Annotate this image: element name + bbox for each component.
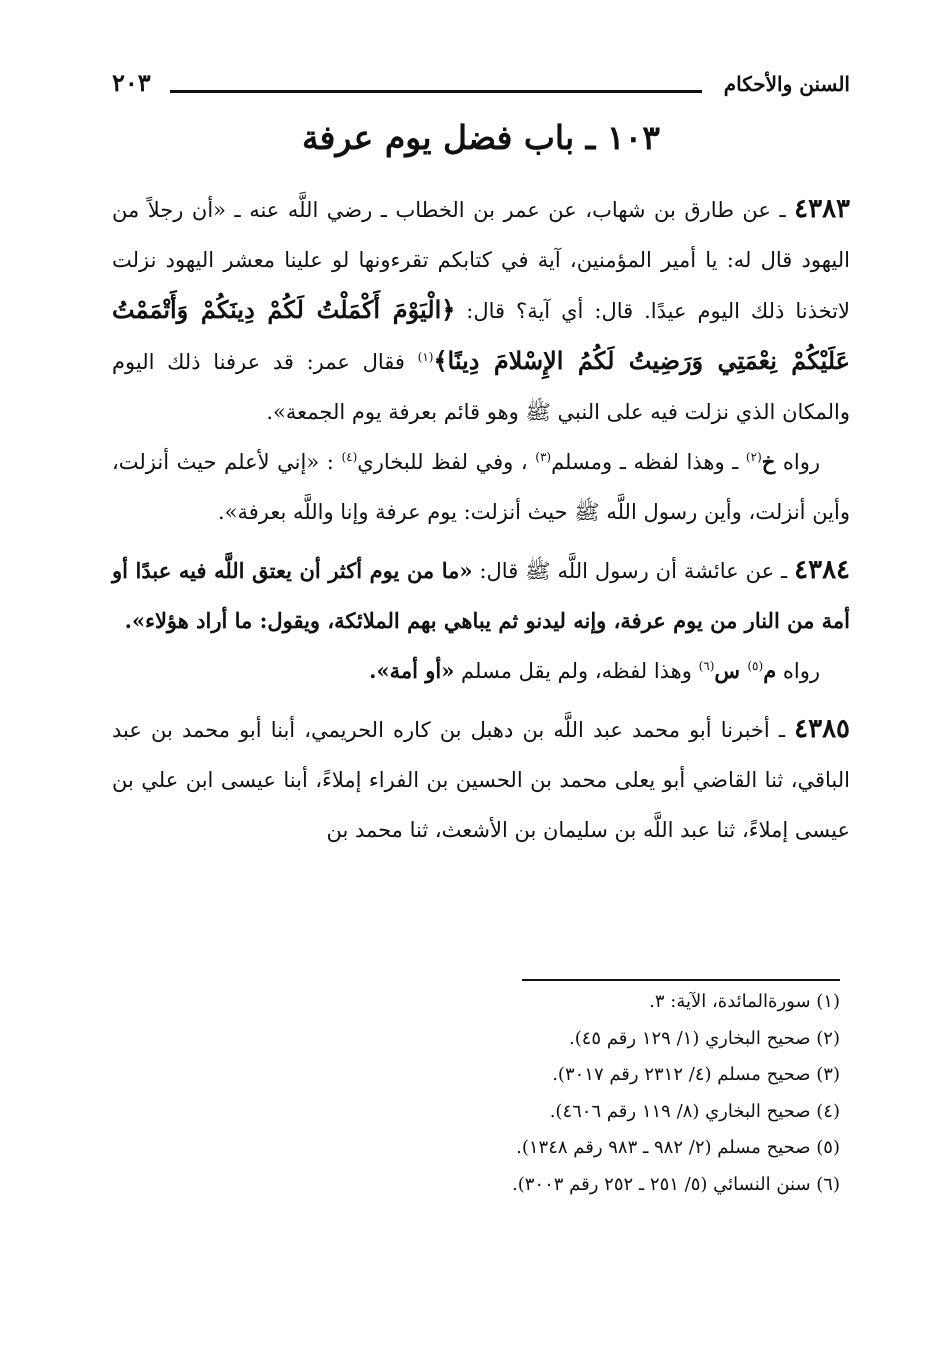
riwaya-quote: «أو أمة». bbox=[369, 658, 455, 683]
hadith-4385 bbox=[112, 704, 850, 855]
riwaya-text: رواه bbox=[776, 659, 820, 683]
hadith-4383-riwaya bbox=[112, 437, 850, 537]
footnote-item: (١) سورةالمائدة، الآية: ٣. bbox=[649, 991, 840, 1012]
hadith-text: ـ أخبرنا أبو محمد عبد اللَّه بن دهبل بن كاره الحريمي، أبنا أبو محمد بن عبد الباقي، ثنا القاضي أبو يعلى محمد بن الحسين بن الفراء إملاءً، أبنا عيسى ابن علي بن عيسى إملاءً، ثنا عبد اللَّه بن سليمان بن الأشعث، ثنا محمد بن bbox=[112, 718, 850, 842]
hadith-text: ـ عن عائشة أن رسول اللَّه ﷺ قال: bbox=[472, 559, 795, 583]
chapter-title: ١٠٣ ـ باب فضل يوم عرفة bbox=[301, 118, 661, 157]
riwaya-text: رواه bbox=[775, 450, 821, 474]
footnote-item: (٥) صحيح مسلم (٢/ ٩٨٢ ـ ٩٨٣ رقم ١٣٤٨). bbox=[516, 1137, 840, 1158]
hadith-4384-riwaya bbox=[112, 646, 850, 696]
hadith-4383 bbox=[112, 184, 850, 437]
quran-verse: ﴿الْيَوْمَ أَكْمَلْتُ لَكُمْ دِينَكُمْ وَأَتْمَمْتُ عَلَيْكُمْ نِعْمَتِي وَرَضِيتُ لَكُمُ الإِسْلامَ دِينًا﴾ bbox=[112, 295, 850, 375]
riwaya-text: : «إني لأعلم حيث أنزلت، وأين أنزلت، وأين رسول اللَّه ﷺ حيث أنزلت: يوم عرفة وإنا واللَّه بعرفة». bbox=[112, 450, 850, 524]
riwaya-text: ، وفي لفظ للبخاري bbox=[357, 450, 536, 474]
page-number: ٢٠٣ bbox=[112, 68, 151, 97]
running-title: السنن والأحكام bbox=[723, 72, 850, 96]
footnote-ref: (٥) bbox=[747, 659, 764, 673]
riwaya-text: ـ وهذا لفظه ـ ومسلم bbox=[551, 450, 746, 474]
riwaya-symbol: خ bbox=[761, 449, 776, 474]
hadith-matn: «ما من يوم أكثر أن يعتق اللَّه فيه عبدًا أو أمة من النار من يوم عرفة، وإنه ليدنو ثم يباهي بهم الملائكة، ويقول: ما أراد هؤلاء». bbox=[112, 558, 850, 633]
riwaya-symbol: م bbox=[763, 658, 777, 683]
hadith-text: ـ عن طارق بن شهاب، عن عمر بن الخطاب ـ رضي اللَّه عنه ـ «أن رجلاً من اليهود قال له: يا أمير المؤمنين، آية في كتابكم تقرءونها لو علينا معشر اليهود نزلت لاتخذنا ذلك اليوم عيدًا. قال: أي آية؟ قال: bbox=[112, 198, 851, 323]
hadith-4384 bbox=[112, 545, 850, 646]
hadith-text: فقال عمر: قد عرفنا ذلك اليوم والمكان الذي نزلت فيه على النبي ﷺ وهو قائم بعرفة يوم الجمعة». bbox=[112, 350, 850, 424]
footnote-item: (٢) صحيح البخاري (١/ ١٢٩ رقم ٤٥). bbox=[569, 1027, 840, 1049]
footnote-rule bbox=[522, 979, 840, 981]
riwaya-symbol: س bbox=[714, 658, 748, 683]
footnotes bbox=[200, 984, 840, 1203]
footnote-ref: (٣) bbox=[535, 450, 552, 464]
footnote-item: (٦) سنن النسائي (٥/ ٢٥١ ـ ٢٥٢ رقم ٣٠٠٣). bbox=[512, 1173, 840, 1195]
page-header bbox=[112, 66, 850, 106]
hadith-number: ٤٣٨٣ bbox=[794, 194, 850, 224]
header-rule bbox=[170, 90, 702, 93]
footnote-ref: (٤) bbox=[341, 450, 358, 464]
main-text bbox=[112, 184, 850, 855]
footnote-item: (٤) صحيح البخاري (٨/ ١١٩ رقم ٤٦٠٦). bbox=[549, 1100, 840, 1122]
footnote-item: (٣) صحيح مسلم (٤/ ٢٣١٢ رقم ٣٠١٧). bbox=[552, 1064, 840, 1085]
hadith-number: ٤٣٨٥ bbox=[794, 714, 850, 744]
footnote-ref: (٢) bbox=[745, 450, 762, 464]
footnote-ref: (٦) bbox=[698, 659, 715, 673]
riwaya-text: وهذا لفظه، ولم يقل مسلم bbox=[454, 659, 699, 683]
hadith-number: ٤٣٨٤ bbox=[794, 555, 850, 585]
footnote-ref: (١) bbox=[417, 350, 434, 364]
